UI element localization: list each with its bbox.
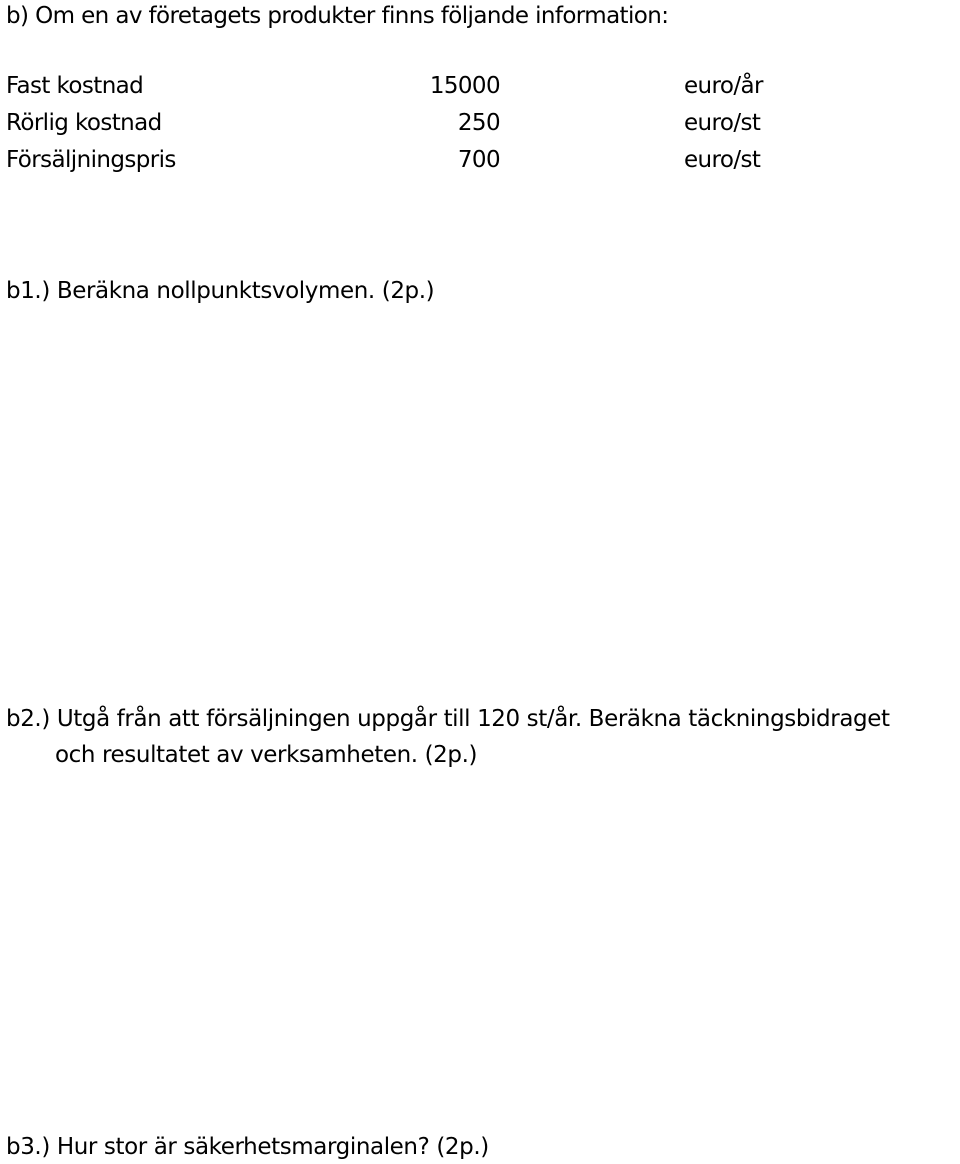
info-value: 15000 xyxy=(429,73,500,99)
intro-text: b) Om en av företagets produkter finns följande information: xyxy=(6,3,669,29)
question-b1: b1.) Beräkna nollpunktsvolymen. (2p.) xyxy=(6,278,435,304)
info-unit: euro/år xyxy=(684,73,763,99)
info-row-fixed-cost xyxy=(6,68,806,105)
question-b3: b3.) Hur stor är säkerhetsmarginalen? (2p.) xyxy=(6,1134,489,1160)
info-value: 250 xyxy=(457,110,500,136)
info-row-variable-cost xyxy=(6,105,806,142)
question-b2-line1: b2.) Utgå från att försäljningen uppgår till 120 st/år. Beräkna täckningsbidraget xyxy=(6,706,890,732)
info-unit: euro/st xyxy=(684,147,761,173)
question-b2-line2: och resultatet av verksamheten. (2p.) xyxy=(55,742,478,768)
info-label: Rörlig kostnad xyxy=(6,110,162,136)
info-row-selling-price xyxy=(6,142,806,179)
info-unit: euro/st xyxy=(684,110,761,136)
info-label: Försäljningspris xyxy=(6,147,176,173)
product-info-table xyxy=(6,68,806,179)
info-label: Fast kostnad xyxy=(6,73,144,99)
info-value: 700 xyxy=(457,147,500,173)
